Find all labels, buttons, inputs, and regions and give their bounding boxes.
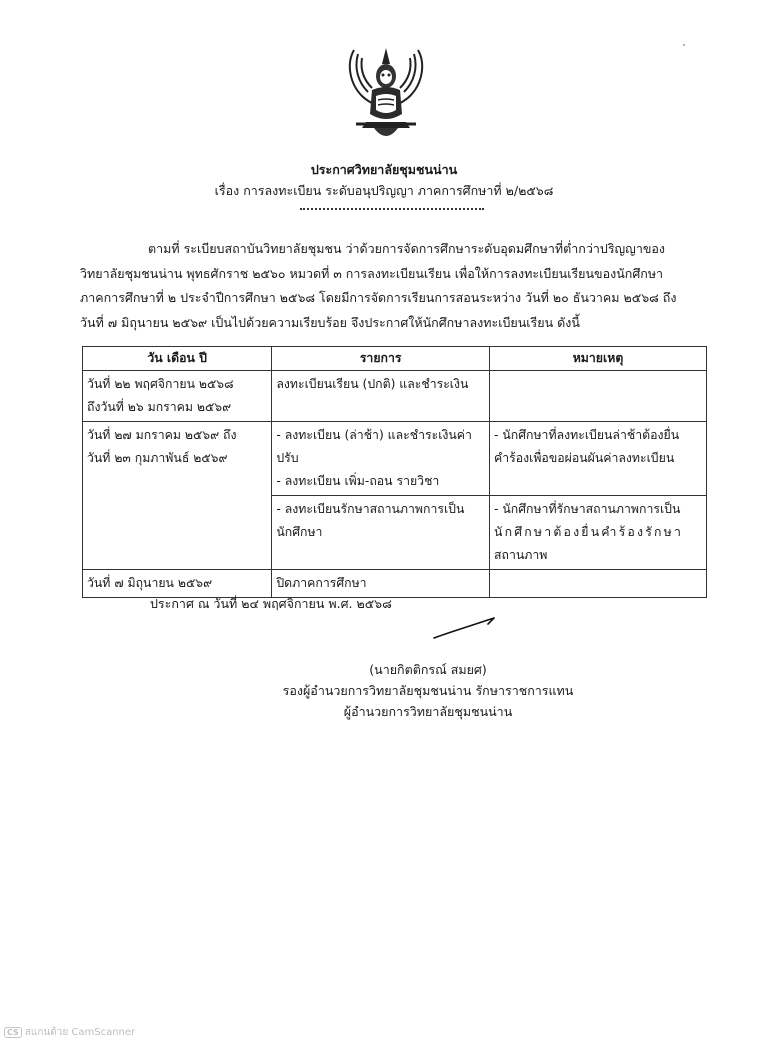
signer-name: (นายกิตติกรณ์ สมยศ) [369,662,487,677]
body-paragraph [80,237,710,335]
item-line: นักศึกษา [276,525,323,539]
note-cell [490,496,707,570]
item-line: - ลงทะเบียนรักษาสถานภาพการเป็น [276,502,465,516]
table-header-row [83,347,707,371]
camscanner-watermark [4,1025,135,1040]
table-row [83,371,707,422]
registration-schedule-table [82,346,707,598]
signer-position: รองผู้อำนวยการวิทยาลัยชุมชนน่าน รักษาราชการแทน [282,683,574,698]
note-cell [490,371,707,422]
item-cell [272,422,490,496]
date-cell [83,371,272,422]
date-line: วันที่ ๒๗ มกราคม ๒๕๖๙ ถึง [87,428,237,442]
watermark-text: สแกนด้วย CamScanner [24,1027,136,1038]
document-title: ประกาศวิทยาลัยชุมชนน่าน [310,162,458,177]
signature [430,612,500,642]
date-line: วันที่ ๒๓ กุมภาพันธ์ ๒๕๖๙ [87,451,228,465]
signer-block [0,659,768,722]
header-note: หมายเหตุ [490,347,707,371]
header-date: วัน เดือน ปี [83,347,272,371]
scan-speck [683,44,685,46]
header-item: รายการ [272,347,490,371]
note-cell [490,422,707,496]
body-line: วิทยาลัยชุมชนน่าน พุทธศักราช ๒๕๖๐ หมวดที่ ๓ การลงทะเบียนเรียน เพื่อให้การลงทะเบียนเรียนของนักศึกษา [80,265,664,281]
garuda-emblem-icon [344,44,428,146]
item-cell: ลงทะเบียนเรียน (ปกติ) และชำระเงิน [272,371,490,422]
note-line: - นักศึกษาที่รักษาสถานภาพการเป็น [494,502,681,516]
item-line: - ลงทะเบียน (ล่าช้า) และชำระเงินค่าปรับ [276,428,472,465]
item-cell [272,496,490,570]
note-cell [490,570,707,598]
date-cell [83,422,272,570]
dotted-divider [300,208,484,210]
note-line: นักศึกษาต้องยื่นคำร้องรักษา [494,525,684,539]
note-line: สถานภาพ [494,548,548,562]
table-row [83,422,707,496]
item-cell: ปิดภาคการศึกษา [272,570,490,598]
item-line: - ลงทะเบียน เพิ่ม-ถอน รายวิชา [276,474,440,488]
document-subject: เรื่อง การลงทะเบียน ระดับอนุปริญญา ภาคการศึกษาที่ ๒/๒๕๖๘ [214,183,554,198]
date-line: ถึงวันที่ ๒๖ มกราคม ๒๕๖๙ [87,400,232,414]
announcement-date: ประกาศ ณ วันที่ ๒๔ พฤศจิกายน พ.ศ. ๒๕๖๘ [150,596,392,611]
note-line: - นักศึกษาที่ลงทะเบียนล่าช้าต้องยื่น [494,428,680,442]
signer-position: ผู้อำนวยการวิทยาลัยชุมชนน่าน [343,704,513,719]
body-line: วันที่ ๗ มิถุนายน ๒๕๖๙ เป็นไปด้วยความเรียบร้อย จึงประกาศให้นักศึกษาลงทะเบียนเรียน ดังนี้ [80,314,580,330]
body-line: ภาคการศึกษาที่ ๒ ประจำปีการศึกษา ๒๕๖๘ โดยมีการจัดการเรียนการสอนระหว่าง วันที่ ๒๐ ธันวาคม ๒๕๖๘ ถึง [80,290,677,305]
date-line: วันที่ ๒๒ พฤศจิกายน ๒๕๖๘ [87,377,234,391]
camscanner-logo-icon: CS [4,1027,22,1038]
body-line: ตามที่ ระเบียบสถาบันวิทยาลัยชุมชน ว่าด้วยการจัดการศึกษาระดับอุดมศึกษาที่ต่ำกว่าปริญญาของ [148,241,666,256]
date-cell: วันที่ ๗ มิถุนายน ๒๕๖๙ [83,570,272,598]
note-line: คำร้องเพื่อขอผ่อนผันค่าลงทะเบียน [494,451,675,465]
